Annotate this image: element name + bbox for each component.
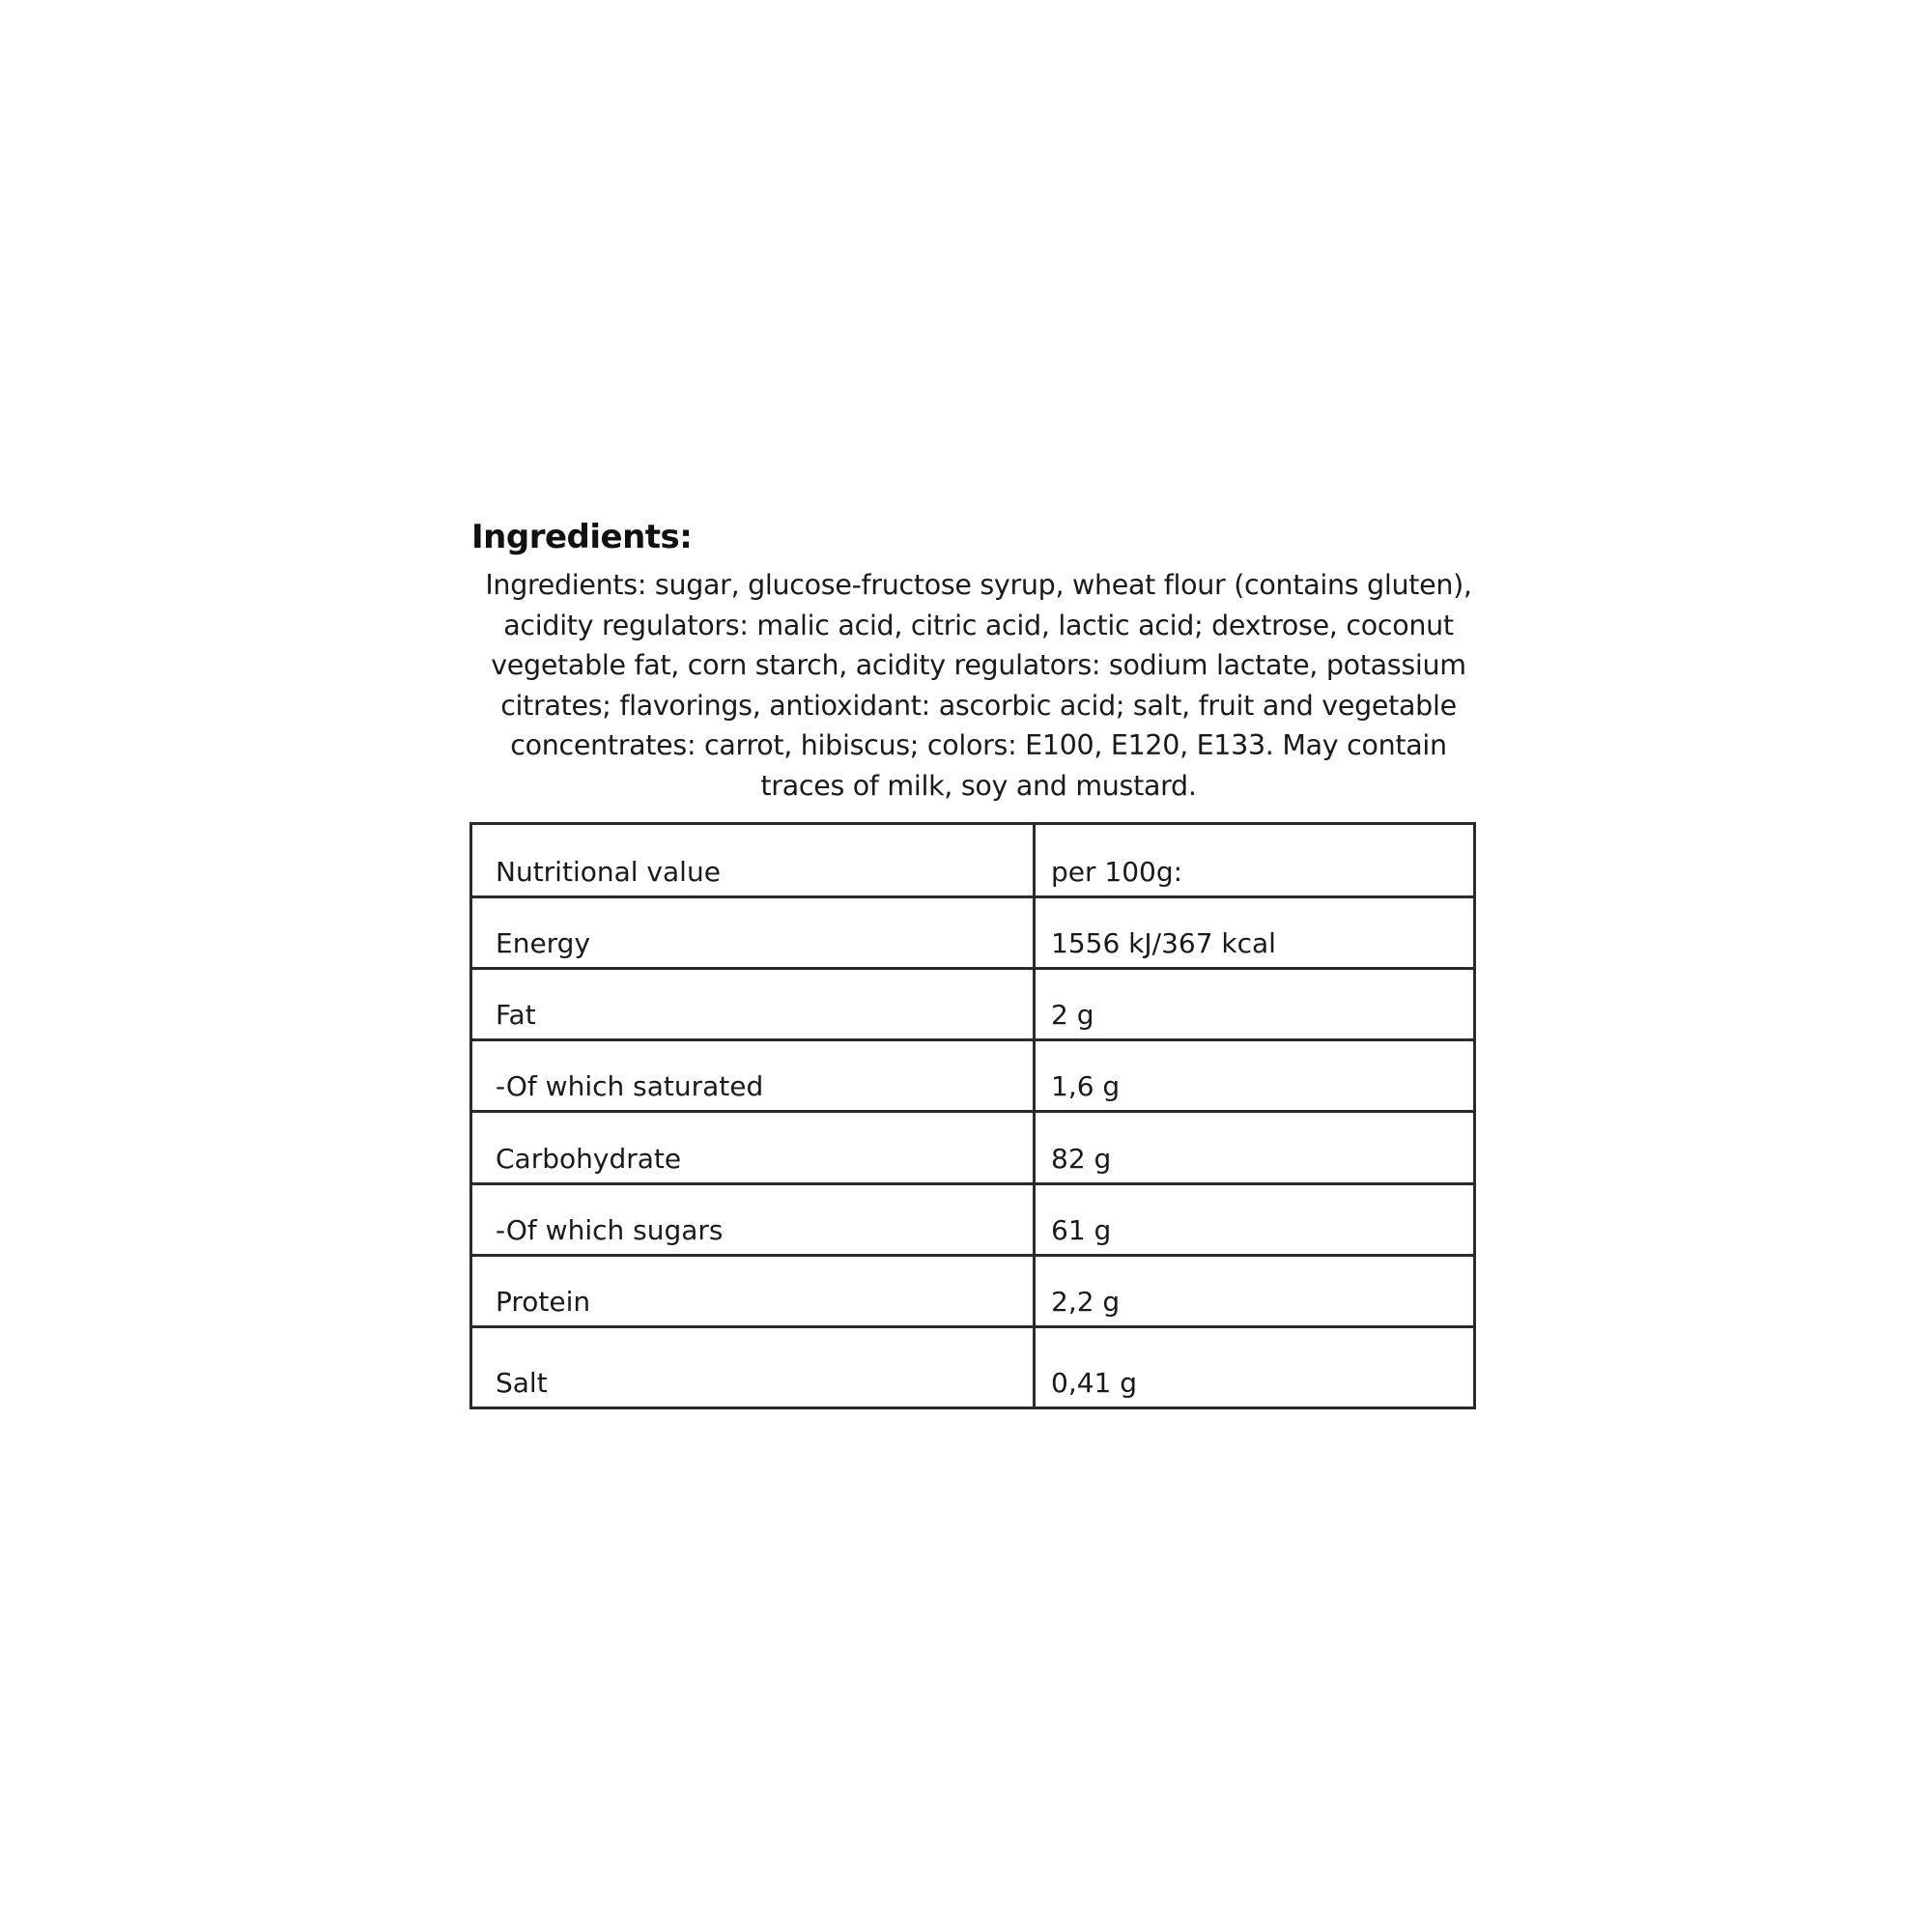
nutrition-row-value: 2,2 g bbox=[1035, 1255, 1475, 1326]
ingredients-text: Ingredients: sugar, glucose-fructose syrup, wheat flour (contains gluten), acidity regulators: malic acid, citric acid, lactic acid; dextrose, coconut vegetable fat, corn starch, acidity regulators: sodium lactate, potassium citrates; flavorings, antioxidant: ascorbic acid; salt, fruit and vegetable concentrates: carrot, hibiscus; colors: E100, E120, E133. May contain traces of milk, soy and mustard. bbox=[485, 569, 1472, 802]
nutrition-row-label: -Of which sugars bbox=[471, 1183, 1035, 1255]
nutrition-row-label: Protein bbox=[471, 1255, 1035, 1326]
nutrition-header-label: Nutritional value bbox=[471, 824, 1035, 897]
nutrition-row-label: Carbohydrate bbox=[471, 1112, 1035, 1183]
nutrition-table bbox=[469, 822, 1476, 1409]
nutrition-row-value: 2 g bbox=[1035, 969, 1475, 1040]
nutrition-row-value: 61 g bbox=[1035, 1183, 1475, 1255]
nutrition-row-value: 0,41 g bbox=[1035, 1326, 1475, 1407]
nutrition-header-value: per 100g: bbox=[1035, 824, 1475, 897]
nutrition-row-value: 82 g bbox=[1035, 1112, 1475, 1183]
nutrition-row-protein bbox=[471, 1255, 1475, 1326]
nutrition-row-label: -Of which saturated bbox=[471, 1040, 1035, 1112]
ingredients-heading: Ingredients: bbox=[471, 518, 693, 556]
nutrition-row-value: 1556 kJ/367 kcal bbox=[1035, 897, 1475, 969]
nutrition-row-label: Fat bbox=[471, 969, 1035, 1040]
nutrition-row-carbohydrate bbox=[471, 1112, 1475, 1183]
nutrition-row-fat bbox=[471, 969, 1475, 1040]
nutrition-row-sugars bbox=[471, 1183, 1475, 1255]
nutrition-row-salt bbox=[471, 1326, 1475, 1407]
nutrition-row-energy bbox=[471, 897, 1475, 969]
nutrition-table-header bbox=[471, 824, 1475, 897]
nutrition-row-value: 1,6 g bbox=[1035, 1040, 1475, 1112]
nutrition-row-saturated bbox=[471, 1040, 1475, 1112]
nutrition-row-label: Energy bbox=[471, 897, 1035, 969]
nutrition-row-label: Salt bbox=[471, 1326, 1035, 1407]
